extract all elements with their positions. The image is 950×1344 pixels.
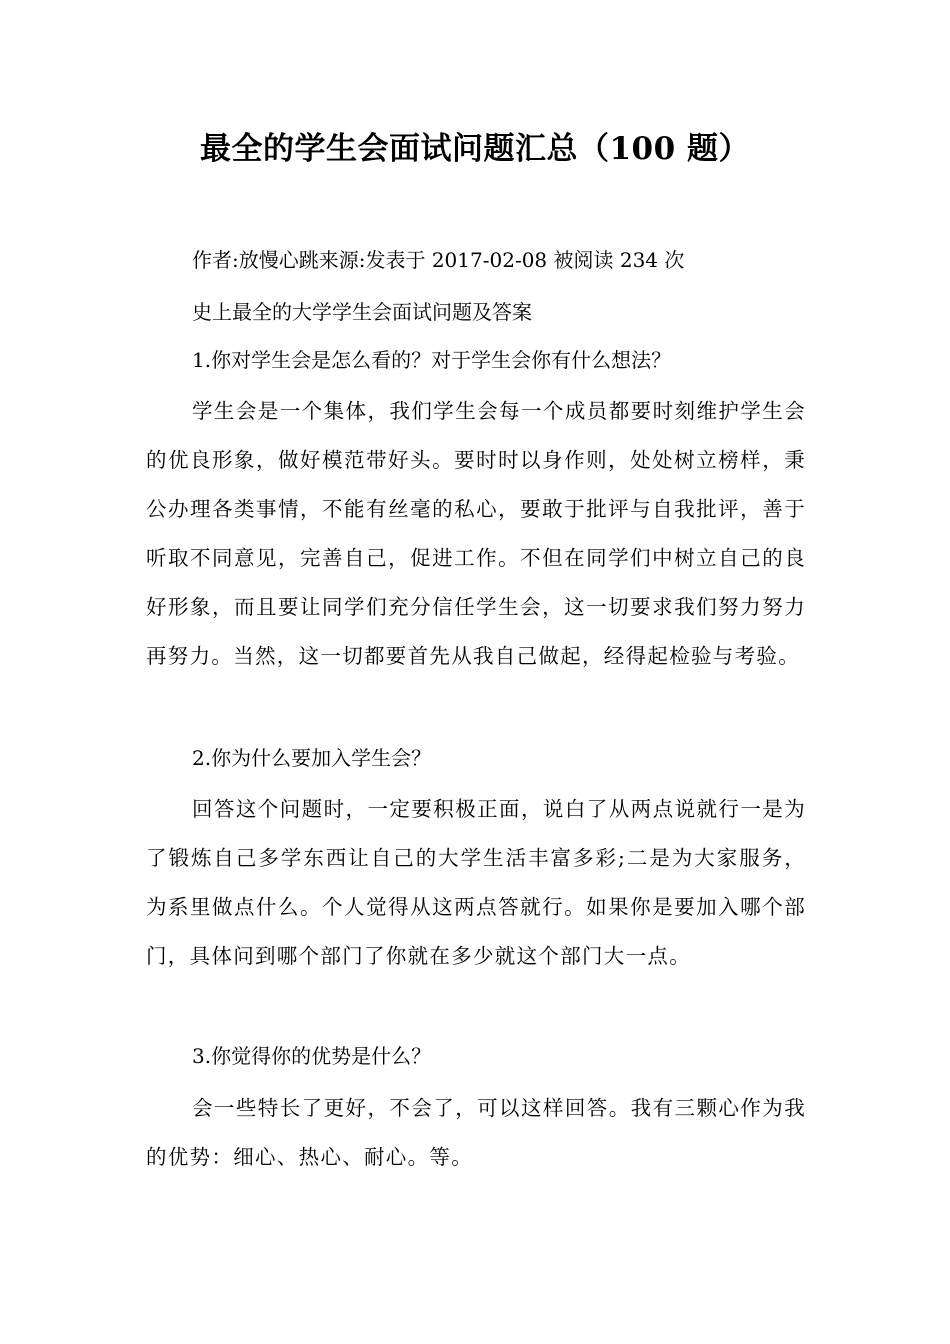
question-3: 3.你觉得你的优势是什么？	[192, 1044, 432, 1068]
article-meta: 作者:放慢心跳来源:发表于 2017-02-08 被阅读 234 次	[192, 248, 685, 272]
document-title: 最全的学生会面试问题汇总（100 题）	[199, 131, 750, 167]
question-2: 2.你为什么要加入学生会？	[192, 746, 432, 770]
question-1: 1.你对学生会是怎么看的？对于学生会你有什么想法？	[192, 348, 672, 372]
answer-2: 回答这个问题时，一定要积极正面，说白了从两点说就行一是为了锻炼自己多学东西让自己的大学生活丰富多彩;二是为大家服务，为系里做点什么。个人觉得从这两点答就行。如果你是要加入哪个部门，具体问到哪个部门了你就在多少就这个部门大一点。	[146, 797, 806, 968]
document-subtitle: 史上最全的大学学生会面试问题及答案	[192, 300, 532, 324]
answer-1: 学生会是一个集体，我们学生会每一个成员都要时刻维护学生会的优良形象，做好模范带好头。要时时以身作则，处处树立榜样，秉公办理各类事情，不能有丝毫的私心，要敢于批评与自我批评，善于听取不同意见，完善自己，促进工作。不但在同学们中树立自己的良好形象，而且要让同学们充分信任学生会，这一切要求我们努力努力再努力。当然，这一切都要首先从我自己做起，经得起检验与考验。	[146, 399, 806, 668]
answer-3: 会一些特长了更好，不会了，可以这样回答。我有三颗心作为我的优势：细心、热心、耐心。等。	[146, 1096, 806, 1169]
